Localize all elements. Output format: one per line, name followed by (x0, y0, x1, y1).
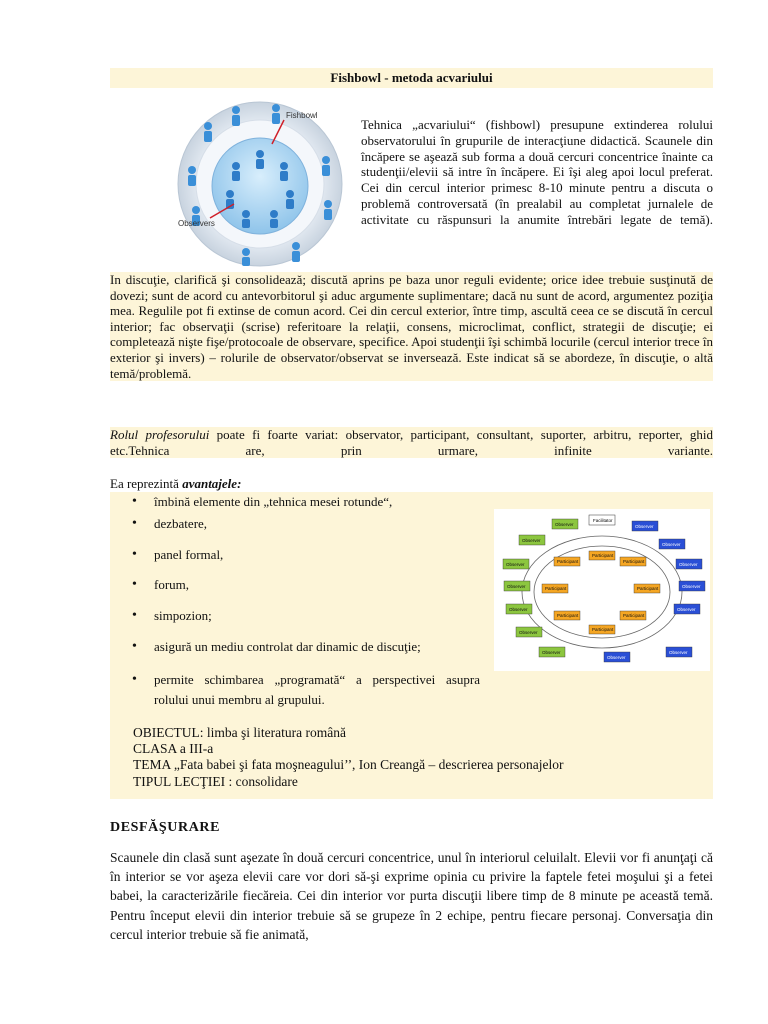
list-item: • asigură un mediu controlat dar dinamic de discuţie; (130, 639, 480, 655)
teacher-role-paragraph (110, 427, 713, 458)
fishbowl-label: Fishbowl (286, 111, 318, 120)
section-body: Scaunele din clasă sunt aşezate în două cercuri concentrice, unul în interiorul celuilalt. Elevii vor fi anunţaţi că în interior se vor aşeza elevii care vor dori să-şi exprime opinia cu privire la faptele fetei moşului şi a fetei babei, la caracterizările fiecăreia. Cei din interior vor purta discuţii libere timp de 8 minute pe această temă. Pentru început elevii din interior trebuie să se grupeze în 2 echipe, pentru fiecare personaj. Conversaţia din cercul interior trebuie să fie animată, (110, 850, 713, 942)
list-item: • permite schimbarea „programată“ a perspectivei asupra rolului unui membru al grupului. (130, 670, 480, 710)
list-item: • panel formal, (130, 547, 480, 563)
svg-text:Observer: Observer (679, 562, 698, 567)
section-heading: DESFĂŞURARE (110, 820, 221, 835)
list-item: • dezbatere, (130, 516, 480, 532)
svg-text:Observer: Observer (677, 607, 696, 612)
svg-text:Observer: Observer (519, 630, 538, 635)
svg-text:Observer: Observer (509, 607, 528, 612)
fishbowl-diagram-svg (494, 509, 710, 671)
lesson-objective: OBIECTUL: limba şi literatura română (133, 725, 346, 740)
advantages-list (130, 494, 480, 710)
teacher-role-text: poate fi foarte variat: observator, participant, consultant, suporter, arbitru, reporter, ghid etc.Tehnica are, prin urmare, infinite variante. (110, 427, 713, 458)
list-item: • îmbină elemente din „tehnica mesei rotunde“, (130, 494, 480, 510)
fishbowl-diagram (494, 509, 710, 671)
svg-text:Participant: Participant (592, 553, 614, 558)
svg-text:Participant: Participant (623, 559, 645, 564)
lesson-theme: TEMA „Fata babei şi fata moşneagului’’, Ion Creangă – descrierea personajelor (133, 757, 564, 773)
rules-paragraph: In discuţie, clarifică şi consolidează; discută aprins pe baza unor reguli evidente; orice idee trebuie susţinută de dovezi; sunt de acord cu antevorbitorul şi aduc argumente suplimentare; dacă nu sunt de acord, argumentez poziţia mea. Regulile pot fi extinse de comun acord. Cei din cercul exterior, între timp, ascultă ceea ce se discută în cercul interior; fac observaţii (scrise) referitoare la relaţii, consens, microclimat, conflict, strategii de discuţie; ei completează nişte fişe/protocoale de observare, specifice. Apoi studenţii îşi schimbă locurile (cercul interior trece în exterior şi invers) – rolurile de observator/observat se inversează. Este indicat să se abordeze, în discuţie, o altă temă/problemă. (110, 272, 713, 381)
document-title: Fishbowl - metoda acvariului (110, 68, 713, 88)
svg-text:Participant: Participant (637, 586, 659, 591)
svg-text:Observer: Observer (542, 650, 561, 655)
svg-text:Observer: Observer (607, 655, 626, 660)
svg-text:Participant: Participant (557, 559, 579, 564)
svg-text:Observer: Observer (635, 524, 654, 529)
observers-label: Observers (178, 219, 215, 228)
svg-text:Participant: Participant (592, 627, 614, 632)
teacher-role-italic: Rolul profesorului (110, 427, 210, 442)
list-item: • forum, (130, 577, 480, 593)
fishbowl-figure (176, 100, 344, 268)
svg-text:Observer: Observer (682, 584, 701, 589)
svg-text:Participant: Participant (545, 586, 567, 591)
svg-text:Observer: Observer (507, 584, 526, 589)
lesson-info (133, 725, 563, 790)
intro-paragraph: Tehnica „acvariului“ (fishbowl) presupune extinderea rolului observatorului în grupurile de interacţiune didactică. Scaunele din încăpere se aşează sub forma a două cercuri concentrice înainte ca studenţii/elevii să intre în încăpere. Ei îşi aleg apoi locul preferat. Cei din cercul interior primesc 8-10 minute pentru a discuta o problemă controversată (în prealabil au completat jurnalele de activitate cu răspunsuri la anumite întrebări legate de temă). (361, 117, 713, 228)
facilitator-label: Facilitator (593, 518, 613, 523)
lesson-class: CLASA a III-a (133, 741, 214, 757)
svg-text:Participant: Participant (623, 613, 645, 618)
svg-text:Observer: Observer (555, 522, 574, 527)
svg-text:Observer: Observer (662, 542, 681, 547)
svg-text:Observer: Observer (669, 650, 688, 655)
advantages-heading: Ea reprezintă avantajele: (110, 476, 242, 491)
lesson-type: TIPUL LECŢIEI : consolidare (133, 773, 298, 789)
svg-text:Observer: Observer (506, 562, 525, 567)
list-item: • simpozion; (130, 608, 480, 624)
svg-text:Participant: Participant (557, 613, 579, 618)
svg-text:Observer: Observer (522, 538, 541, 543)
fishbowl-illustration (176, 100, 344, 268)
